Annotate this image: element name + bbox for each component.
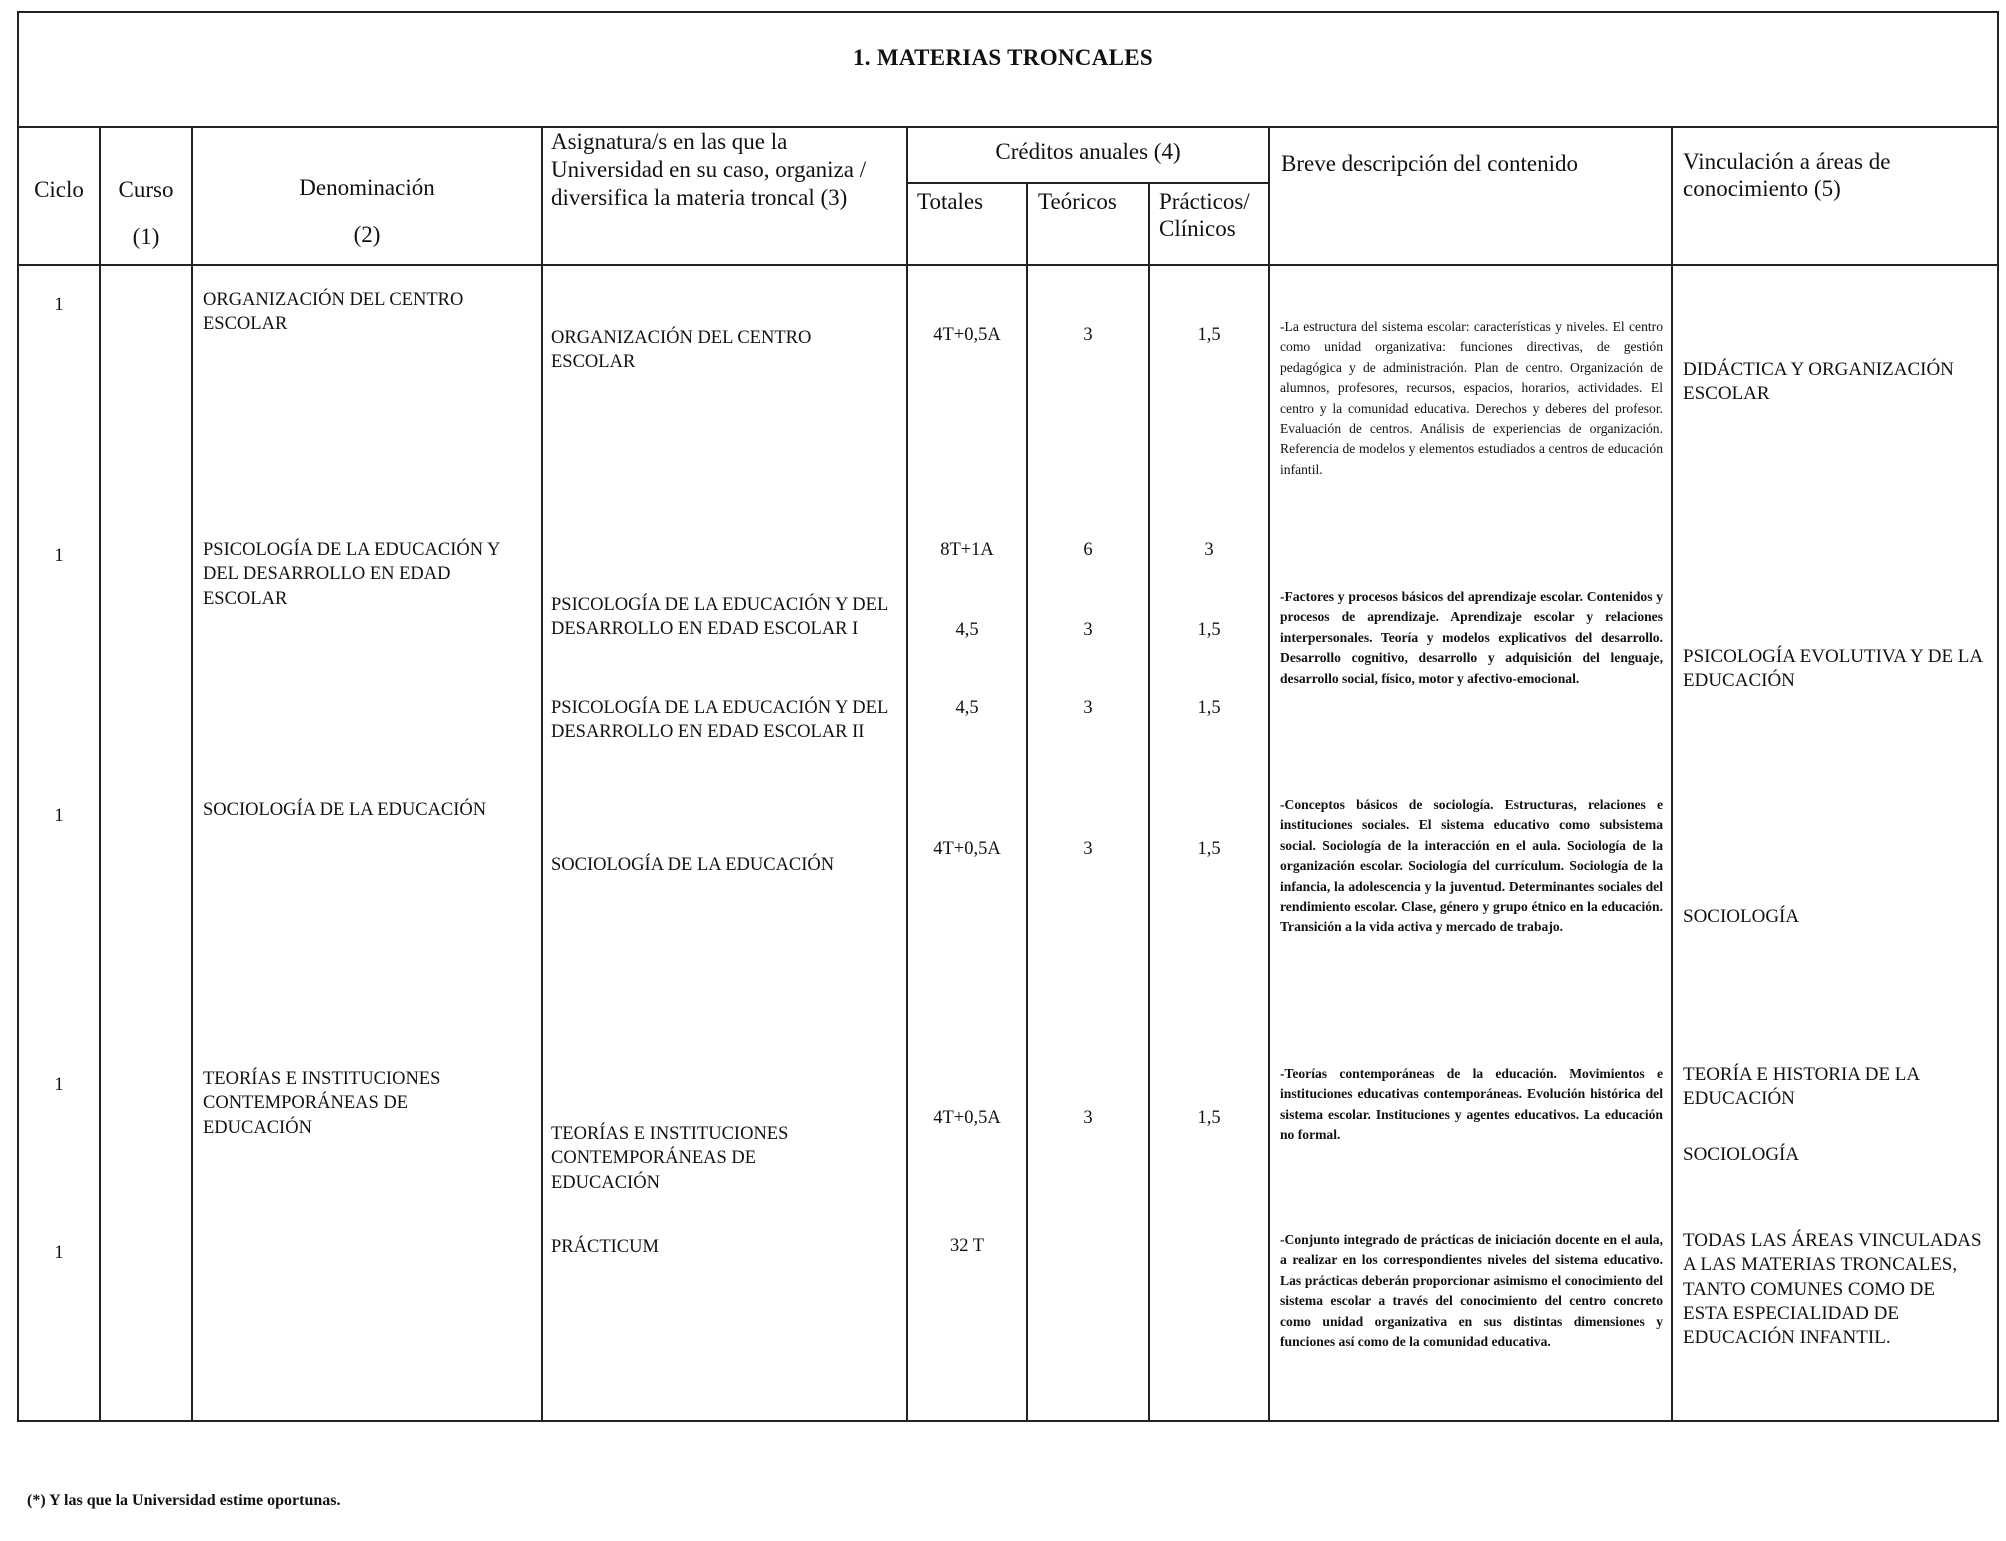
col-divider-asignaturas bbox=[906, 126, 908, 1421]
header-teoricos: Teóricos bbox=[1038, 189, 1117, 214]
row1-totales: 4T+0,5A bbox=[933, 325, 1001, 345]
header-ciclo: Ciclo bbox=[34, 177, 84, 202]
header-curso: Curso bbox=[118, 177, 174, 202]
row1-descripcion: -La estructura del sistema escolar: características y niveles. El centro como unidad organizativa: funciones directivas, de gestión pedagógica y de administración. Plan de centro. Organización de alumnos, profesores, recursos, espacios, horarios, actividades. El centro y la comunidad educativa. Derechos y deberes del profesor. Evaluación de centros. Análisis de experiencias de organización. Referencia de modelos y elementos estudiados a centros de educación infantil. bbox=[1280, 319, 1663, 477]
row2-descripcion: -Factores y procesos básicos del aprendizaje escolar. Contenidos y procesos de aprendizaje. Aprendizaje escolar y relaciones interpersonales. Teoría y modelos explicativos del desarrollo. Desarrollo cognitivo, desarrollo y adquisición del lenguaje, desarrollo social, físico, motor y afectivo-emocional. bbox=[1280, 589, 1663, 686]
header-curso-note: (1) bbox=[132, 224, 160, 249]
row2-ciclo: 1 bbox=[54, 546, 64, 566]
row1-practicos: 1,5 bbox=[1197, 325, 1221, 345]
row3-totales: 4T+0,5A bbox=[933, 839, 1001, 859]
header-denominacion: Denominación bbox=[299, 175, 435, 200]
row5-totales: 32 T bbox=[949, 1236, 985, 1256]
header-separator bbox=[17, 264, 1999, 266]
header-vinculacion: Vinculación a áreas de conocimiento (5) bbox=[1683, 149, 1891, 202]
row5-asignatura: PRÁCTICUM bbox=[551, 1237, 659, 1257]
col-divider-ciclo bbox=[99, 126, 101, 1421]
col-divider-denominacion bbox=[541, 126, 543, 1421]
row2-materia-teoricos: 6 bbox=[1083, 540, 1093, 560]
row3-practicos: 1,5 bbox=[1197, 839, 1221, 859]
row2-asig2-practicos: 1,5 bbox=[1197, 698, 1221, 718]
row3-denominacion: SOCIOLOGÍA DE LA EDUCACIÓN bbox=[203, 800, 487, 820]
row2-asig2-totales: 4,5 bbox=[955, 698, 979, 718]
row4-ciclo: 1 bbox=[54, 1075, 64, 1095]
row4-area-1: SOCIOLOGÍA bbox=[1683, 1144, 1800, 1165]
row2-asig2-teoricos: 3 bbox=[1083, 698, 1093, 718]
creditos-separator bbox=[906, 182, 1270, 184]
row1-area-0: DIDÁCTICA Y ORGANIZACIÓN ESCOLAR bbox=[1683, 359, 1954, 405]
row2-area-0: PSICOLOGÍA EVOLUTIVA Y DE LA EDUCACIÓN bbox=[1683, 646, 1983, 692]
row3-descripcion: -Conceptos básicos de sociología. Estructuras, relaciones e instituciones sociales. El sistema educativo como subsistema social. Sociología de la interacción en el aula. Sociología de la organización escolar. Sociología del currículum. Sociología de la infancia, la adolescencia y la juventud. Determinantes sociales del rendimiento escolar. Clase, género y grupo étnico en la educación. Transición a la vida activa y mercado de trabajo. bbox=[1280, 797, 1663, 935]
row2-asignatura-2: PSICOLOGÍA DE LA EDUCACIÓN Y DEL DESARROLLO EN EDAD ESCOLAR II bbox=[551, 698, 888, 743]
header-practicos: Prácticos/ Clínicos bbox=[1159, 189, 1250, 242]
row3-asignatura: SOCIOLOGÍA DE LA EDUCACIÓN bbox=[551, 855, 835, 875]
header-descripcion: Breve descripción del contenido bbox=[1281, 151, 1578, 176]
row4-totales: 4T+0,5A bbox=[933, 1108, 1001, 1128]
row2-asig1-practicos: 1,5 bbox=[1197, 620, 1221, 640]
row4-teoricos: 3 bbox=[1083, 1108, 1093, 1128]
row2-materia-practicos: 3 bbox=[1204, 540, 1214, 560]
title-separator bbox=[17, 126, 1999, 128]
row3-area-0: SOCIOLOGÍA bbox=[1683, 906, 1800, 927]
row2-asig1-teoricos: 3 bbox=[1083, 620, 1093, 640]
row3-ciclo: 1 bbox=[54, 806, 64, 826]
col-divider-teoricos bbox=[1148, 182, 1150, 1421]
page-title: 1. MATERIAS TRONCALES bbox=[852, 45, 1154, 70]
row5-ciclo: 1 bbox=[54, 1243, 64, 1263]
row1-teoricos: 3 bbox=[1083, 325, 1093, 345]
col-divider-descripcion bbox=[1671, 126, 1673, 1421]
row5-descripcion: -Conjunto integrado de prácticas de iniciación docente en el aula, a realizar en los correspondientes niveles del sistema educativo. Las prácticas deberán proporcionar asimismo el conocimiento del sistema escolar a través del conocimiento del centro concreto como unidad organizativa en sus distintas dimensiones y funciones así como de la comunidad educativa. bbox=[1280, 1232, 1663, 1349]
row4-practicos: 1,5 bbox=[1197, 1108, 1221, 1128]
row2-asig1-totales: 4,5 bbox=[955, 620, 979, 640]
row1-ciclo: 1 bbox=[54, 295, 64, 315]
row4-denominacion: TEORÍAS E INSTITUCIONES CONTEMPORÁNEAS DE EDUCACIÓN bbox=[203, 1069, 441, 1138]
row4-descripcion: -Teorías contemporáneas de la educación. Movimientos e instituciones educativas contemporáneas. Evolución histórica del sistema escolar. Instituciones y agentes educativos. La educación no formal. bbox=[1280, 1066, 1663, 1143]
header-asignaturas: Asignatura/s en las que la Universidad en su caso, organiza / diversifica la materia troncal (3) bbox=[551, 129, 867, 211]
header-totales: Totales bbox=[917, 189, 984, 214]
row1-asignatura: ORGANIZACIÓN DEL CENTRO ESCOLAR bbox=[551, 328, 812, 373]
row5-area-0: TODAS LAS ÁREAS VINCULADAS A LAS MATERIAS TRONCALES, TANTO COMUNES COMO DE ESTA ESPECIALIDAD DE EDUCACIÓN INFANTIL. bbox=[1683, 1230, 1982, 1349]
header-creditos: Créditos anuales (4) bbox=[995, 139, 1181, 164]
row2-asignatura-1: PSICOLOGÍA DE LA EDUCACIÓN Y DEL DESARROLLO EN EDAD ESCOLAR I bbox=[551, 595, 888, 640]
row2-materia-totales: 8T+1A bbox=[940, 540, 994, 560]
row4-asignatura: TEORÍAS E INSTITUCIONES CONTEMPORÁNEAS DE EDUCACIÓN bbox=[551, 1124, 789, 1193]
col-divider-practicos bbox=[1268, 126, 1270, 1421]
row3-teoricos: 3 bbox=[1083, 839, 1093, 859]
header-denominacion-note: (2) bbox=[353, 222, 381, 247]
col-divider-curso bbox=[191, 126, 193, 1421]
col-divider-totales bbox=[1026, 182, 1028, 1421]
row2-denominacion: PSICOLOGÍA DE LA EDUCACIÓN Y DEL DESARROLLO EN EDAD ESCOLAR bbox=[203, 540, 500, 609]
row4-area-0: TEORÍA E HISTORIA DE LA EDUCACIÓN bbox=[1683, 1064, 1920, 1110]
footnote: (*) Y las que la Universidad estime oportunas. bbox=[27, 1492, 341, 1509]
row1-denominacion: ORGANIZACIÓN DEL CENTRO ESCOLAR bbox=[203, 290, 464, 335]
